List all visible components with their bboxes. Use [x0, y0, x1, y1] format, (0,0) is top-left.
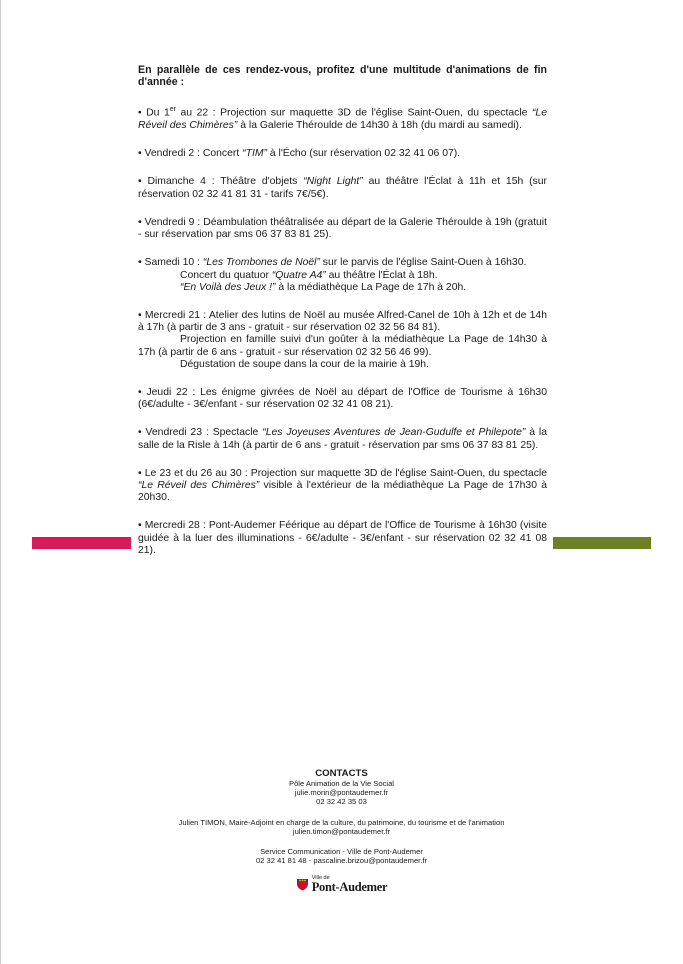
event-5-line3-title: “En Voilà des Jeux !”	[180, 281, 276, 293]
contacts-service-contact: 02 32 41 81 48 - pascaline.brizou@pontaudemer.fr	[255, 856, 428, 866]
event-3-title: “Night Light”	[303, 176, 363, 188]
contacts-elu-email: julien.timon@pontaudemer.fr	[292, 826, 391, 836]
event-1-superscript: er	[169, 106, 176, 114]
event-5-line3-post: à la médiathèque La Page de 17h à 20h.	[275, 281, 467, 293]
event-6-text: • Mercredi 21 : Atelier des lutins de Noël au musée Alfred-Canel de 10h à 12h et de 14h à 17h (à partir de 3 ans - gratuit - sur réservation 02 32 56 84 81).	[138, 309, 547, 334]
event-item-6	[138, 310, 547, 371]
event-7-text: • Jeudi 22 : Les énigme givrées de Noël au départ de l'Office de Tourisme à 16h30 (6€/adulte - 3€/enfant - sur réservation 02 32 41 08 21).	[138, 386, 547, 411]
event-9-text-post: visible à l'extérieur de la médiathèque La Page de 17h30 à 20h30.	[138, 479, 547, 504]
event-1-text-post: à la Galerie Théroulde de 14h30 à 18h (du mardi au samedi).	[237, 120, 522, 132]
contacts-elu: Julien TIMON, Maire-Adjoint en charge de la culture, du patrimoine, du tourisme et de l'animation	[178, 817, 505, 827]
event-2-text-pre: • Vendredi 2 : Concert	[138, 148, 243, 160]
decorative-bar-left	[32, 537, 131, 549]
contacts-pole: Pôle Animation de la Vie Social	[289, 779, 394, 788]
event-3-text-pre: • Dimanche 4 : Théâtre d'objets	[138, 176, 304, 188]
contacts-heading: CONTACTS	[315, 768, 368, 779]
event-item-10	[138, 520, 547, 557]
event-3-text-post: au théâtre l'Éclat à 11h et 15h (sur réservation 02 32 41 81 31 - tarifs 7€/5€).	[138, 176, 547, 200]
event-item-7	[138, 387, 547, 411]
intro-heading: En parallèle de ces rendez-vous, profitez d'une multitude d'animations de fin d'année :	[138, 64, 547, 89]
event-item-4	[138, 217, 547, 241]
event-5-line2-title: “Quatre A4”	[271, 269, 326, 281]
contacts-pole-phone: 02 32 42 35 03	[316, 797, 367, 807]
event-8-text-pre: • Vendredi 23 : Spectacle	[138, 427, 263, 439]
event-9-text-pre: • Le 23 et du 26 au 30 : Projection sur maquette 3D de l'église Saint-Ouen, du spectacle	[138, 467, 547, 479]
event-item-8	[138, 427, 547, 451]
contacts-service: Service Communication - Ville de Pont-Audemer	[260, 847, 423, 857]
events-list	[138, 64, 547, 573]
event-2-title: “TIM”	[242, 148, 267, 160]
contacts-block	[0, 768, 683, 893]
event-6-line3: Dégustation de soupe dans la cour de la mairie à 19h.	[180, 358, 429, 370]
event-5-line2-post: au théâtre l'Éclat à 18h.	[325, 269, 438, 281]
event-5-text-pre: • Samedi 10 :	[138, 257, 203, 269]
event-item-1	[138, 104, 547, 132]
event-1-title: “Le Réveil des Chimères”	[138, 107, 547, 132]
event-5-text-post: sur le parvis de l'église Saint-Ouen à 16h30.	[319, 257, 527, 269]
contacts-pole-email: julie.morin@pontaudemer.fr	[294, 788, 389, 798]
event-1-text-pre: • Du 1	[138, 107, 170, 119]
logo-ville-label: Ville de	[311, 875, 330, 882]
coat-of-arms-icon	[296, 878, 309, 891]
event-10-text: • Mercredi 28 : Pont-Audemer Féérique au départ de l'Office de Tourisme à 16h30 (visite guidée à la luer des illuminations - 6€/adulte - 3€/enfant - sur réservation 02 32 41 08 21).	[138, 520, 547, 556]
event-8-title: “Les Joyeuses Aventures de Jean-Gudulfe et Philepote”	[262, 427, 526, 439]
event-item-2	[138, 148, 547, 160]
event-6-line2: Projection en famille suivi d'un goûter à la médiathèque La Page de 14h30 à 17h (à partir de 6 ans - gratuit - sur réservation 02 32 56 46 99).	[138, 334, 547, 358]
logo-town-name: Pont-Audemer	[311, 880, 388, 895]
event-item-9	[138, 468, 547, 505]
event-4-text: • Vendredi 9 : Déambulation théâtralisée au départ de la Galerie Théroulde à 19h (gratuit - sur réservation par sms 06 37 83 81 25).	[138, 216, 547, 241]
event-item-5	[138, 257, 547, 294]
event-1-text-mid: au 22 : Projection sur maquette 3D de l'église Saint-Ouen, du spectacle	[175, 107, 532, 119]
event-item-3	[138, 176, 547, 200]
event-2-text-post: à l'Écho (sur réservation 02 32 41 06 07).	[266, 148, 461, 160]
event-8-text-post: à la salle de la Risle à 14h (à partir de 6 ans - gratuit - réservation par sms 06 37 83 81 25).	[138, 427, 548, 451]
event-5-title: “Les Trombones de Noël”	[202, 257, 320, 269]
event-9-title: “Le Réveil des Chimères”	[138, 479, 260, 491]
decorative-bar-right	[553, 537, 651, 549]
pont-audemer-logo	[0, 875, 683, 893]
event-5-line2-pre: Concert du quatuor	[180, 269, 272, 281]
